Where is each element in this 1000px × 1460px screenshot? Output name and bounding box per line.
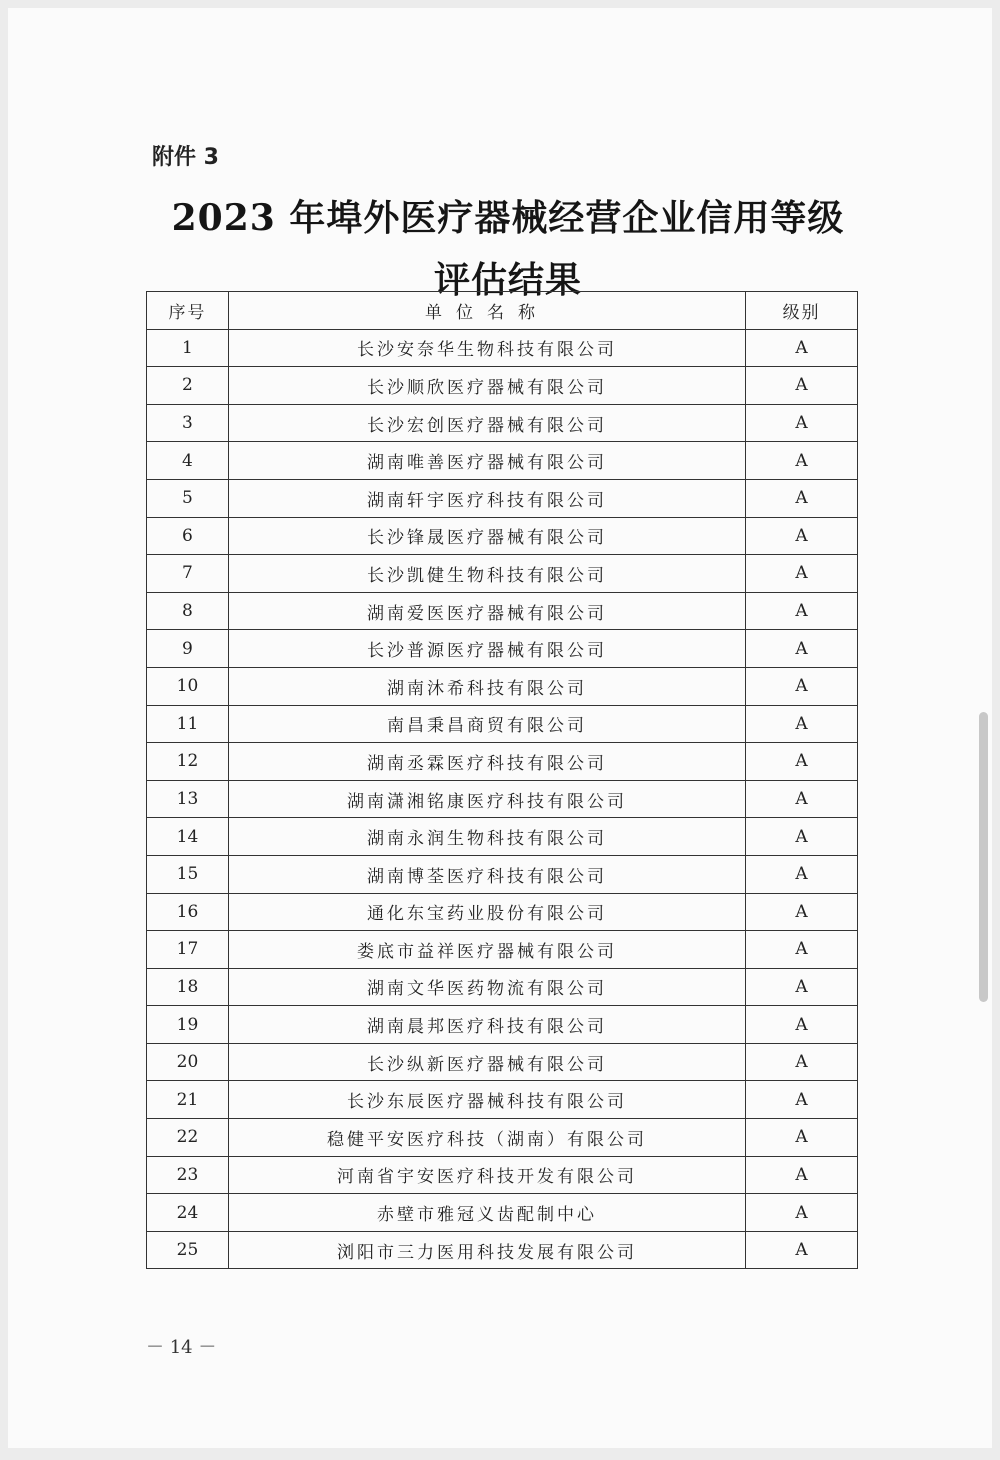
serial-number-cell: 7 — [147, 555, 229, 593]
company-name-cell: 南昌秉昌商贸有限公司 — [228, 705, 745, 743]
company-name-cell: 湖南文华医药物流有限公司 — [228, 968, 745, 1006]
credit-level-cell: A — [746, 1119, 858, 1157]
credit-level-cell: A — [746, 1081, 858, 1119]
serial-number-cell: 9 — [147, 630, 229, 668]
table-row — [147, 404, 858, 442]
table-row — [147, 442, 858, 480]
company-name-cell: 湖南博荃医疗科技有限公司 — [228, 855, 745, 893]
serial-number-cell: 11 — [147, 705, 229, 743]
credit-level-cell: A — [746, 931, 858, 969]
credit-level-cell: A — [746, 705, 858, 743]
credit-level-cell: A — [746, 893, 858, 931]
serial-number-cell: 16 — [147, 893, 229, 931]
company-name-cell: 娄底市益祥医疗器械有限公司 — [228, 931, 745, 969]
serial-number-cell: 5 — [147, 479, 229, 517]
table-row — [147, 555, 858, 593]
credit-level-cell: A — [746, 404, 858, 442]
company-name-cell: 长沙顺欣医疗器械有限公司 — [228, 367, 745, 405]
table-row — [147, 1231, 858, 1269]
credit-level-cell: A — [746, 818, 858, 856]
credit-level-cell: A — [746, 1194, 858, 1232]
table-row — [147, 968, 858, 1006]
company-name-cell: 长沙锋晟医疗器械有限公司 — [228, 517, 745, 555]
header-serial-number: 序号 — [147, 292, 229, 330]
serial-number-cell: 10 — [147, 667, 229, 705]
serial-number-cell: 13 — [147, 780, 229, 818]
credit-level-cell: A — [746, 517, 858, 555]
company-name-cell: 河南省宇安医疗科技开发有限公司 — [228, 1156, 745, 1194]
company-name-cell: 湖南丞霖医疗科技有限公司 — [228, 743, 745, 781]
serial-number-cell: 8 — [147, 592, 229, 630]
serial-number-cell: 4 — [147, 442, 229, 480]
table-row — [147, 743, 858, 781]
credit-level-cell: A — [746, 367, 858, 405]
credit-level-cell: A — [746, 855, 858, 893]
serial-number-cell: 12 — [147, 743, 229, 781]
credit-level-cell: A — [746, 1231, 858, 1269]
company-name-cell: 湖南沐希科技有限公司 — [228, 667, 745, 705]
company-name-cell: 湖南爱医医疗器械有限公司 — [228, 592, 745, 630]
company-name-cell: 长沙纵新医疗器械有限公司 — [228, 1043, 745, 1081]
document-title-line2: 评估结果 — [433, 259, 582, 301]
table-row — [147, 1043, 858, 1081]
serial-number-cell: 23 — [147, 1156, 229, 1194]
serial-number-cell: 15 — [147, 855, 229, 893]
credit-level-cell: A — [746, 442, 858, 480]
serial-number-cell: 3 — [147, 404, 229, 442]
company-name-cell: 稳健平安医疗科技（湖南）有限公司 — [228, 1119, 745, 1157]
credit-level-cell: A — [746, 555, 858, 593]
table-row — [147, 893, 858, 931]
serial-number-cell: 1 — [147, 329, 229, 367]
table-row — [147, 1194, 858, 1232]
company-name-cell: 赤壁市雅冠义齿配制中心 — [228, 1194, 745, 1232]
serial-number-cell: 21 — [147, 1081, 229, 1119]
company-name-cell: 长沙凯健生物科技有限公司 — [228, 555, 745, 593]
serial-number-cell: 24 — [147, 1194, 229, 1232]
results-table — [146, 291, 858, 1269]
header-company-name: 单位名称 — [228, 292, 745, 330]
credit-level-cell: A — [746, 968, 858, 1006]
table-header-row — [147, 292, 858, 330]
serial-number-cell: 20 — [147, 1043, 229, 1081]
table-row — [147, 479, 858, 517]
serial-number-cell: 19 — [147, 1006, 229, 1044]
company-name-cell: 湖南唯善医疗器械有限公司 — [228, 442, 745, 480]
company-name-cell: 通化东宝药业股份有限公司 — [228, 893, 745, 931]
page-number: － 14 － — [146, 1337, 217, 1358]
table-row — [147, 1006, 858, 1044]
table-row — [147, 705, 858, 743]
table-row — [147, 329, 858, 367]
vertical-scrollbar[interactable] — [979, 712, 988, 1002]
credit-level-cell: A — [746, 630, 858, 668]
table-row — [147, 630, 858, 668]
company-name-cell: 湖南潇湘铭康医疗科技有限公司 — [228, 780, 745, 818]
company-name-cell: 长沙安奈华生物科技有限公司 — [228, 329, 745, 367]
document-title-line1: 2023 年埠外医疗器械经营企业信用等级 — [171, 197, 845, 239]
company-name-cell: 浏阳市三力医用科技发展有限公司 — [228, 1231, 745, 1269]
table-row — [147, 592, 858, 630]
serial-number-cell: 14 — [147, 818, 229, 856]
serial-number-cell: 2 — [147, 367, 229, 405]
table-row — [147, 1081, 858, 1119]
credit-level-cell: A — [746, 1156, 858, 1194]
table-row — [147, 780, 858, 818]
company-name-cell: 长沙普源医疗器械有限公司 — [228, 630, 745, 668]
credit-level-cell: A — [746, 329, 858, 367]
credit-level-cell: A — [746, 780, 858, 818]
table-row — [147, 1119, 858, 1157]
serial-number-cell: 25 — [147, 1231, 229, 1269]
credit-level-cell: A — [746, 479, 858, 517]
serial-number-cell: 22 — [147, 1119, 229, 1157]
table-row — [147, 517, 858, 555]
credit-level-cell: A — [746, 592, 858, 630]
company-name-cell: 湖南晨邦医疗科技有限公司 — [228, 1006, 745, 1044]
credit-level-cell: A — [746, 1043, 858, 1081]
table-row — [147, 855, 858, 893]
company-name-cell: 长沙宏创医疗器械有限公司 — [228, 404, 745, 442]
credit-level-cell: A — [746, 743, 858, 781]
table-row — [147, 667, 858, 705]
table-row — [147, 1156, 858, 1194]
company-name-cell: 湖南轩宇医疗科技有限公司 — [228, 479, 745, 517]
header-credit-level: 级别 — [746, 292, 858, 330]
credit-level-cell: A — [746, 667, 858, 705]
table-row — [147, 931, 858, 969]
serial-number-cell: 17 — [147, 931, 229, 969]
table-row — [147, 367, 858, 405]
serial-number-cell: 18 — [147, 968, 229, 1006]
company-name-cell: 长沙东辰医疗器械科技有限公司 — [228, 1081, 745, 1119]
table-row — [147, 818, 858, 856]
credit-level-cell: A — [746, 1006, 858, 1044]
serial-number-cell: 6 — [147, 517, 229, 555]
attachment-label: 附件 3 — [152, 145, 219, 170]
company-name-cell: 湖南永润生物科技有限公司 — [228, 818, 745, 856]
